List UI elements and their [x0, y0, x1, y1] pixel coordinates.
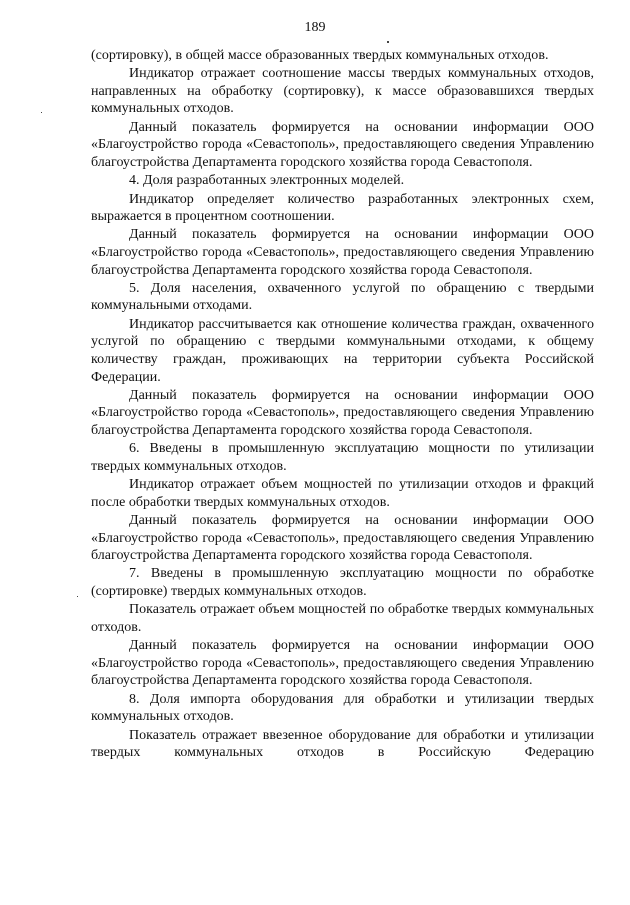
paragraph: 8. Доля импорта оборудования для обработки и утилизации твердых коммунальных отходов. [91, 691, 594, 725]
paragraph: Данный показатель формируется на основании информации ООО «Благоустройство города «Севастополь», предоставляющего сведения Управлению благоустройства Департамента городского хозяйства города Севастополя. [91, 513, 594, 564]
paragraph: Индикатор отражает соотношение массы твердых коммунальных отходов, направленных на обработку (сортировку), к массе образовавшихся твердых коммунальных отходов. [91, 66, 594, 117]
paragraph: Данный показатель формируется на основании информации ООО «Благоустройство города «Севастополь», предоставляющего сведения Управлению благоустройства Департамента городского хозяйства города Севастополя. [91, 638, 594, 689]
scan-speck [387, 41, 389, 43]
paragraph: Индикатор отражает объем мощностей по утилизации отходов и фракций после обработки твердых коммунальных отходов. [91, 477, 594, 510]
paragraph: Данный показатель формируется на основании информации ООО «Благоустройство города «Севастополь», предоставляющего сведения Управлению благоустройства Департамента городского хозяйства города Севастополя. [91, 227, 594, 278]
page-number: 189 [304, 20, 326, 35]
paragraph: Показатель отражает ввезенное оборудование для обработки и утилизации твердых коммунальных отходов в Российскую Федерацию [91, 727, 594, 761]
paragraph: Данный показатель формируется на основании информации ООО «Благоустройство города «Севастополь», предоставляющего сведения Управлению благоустройства Департамента городского хозяйства города Севастополя. [91, 119, 594, 170]
paragraph: Индикатор определяет количество разработанных электронных схем, выражается в процентном соотношении. [91, 191, 594, 225]
paragraph: 6. Введены в промышленную эксплуатацию мощности по утилизации твердых коммунальных отходов. [91, 441, 594, 474]
paragraph: Показатель отражает объем мощностей по обработке твердых коммунальных отходов. [91, 602, 594, 635]
paragraph: Данный показатель формируется на основании информации ООО «Благоустройство города «Севастополь», предоставляющего сведения Управлению благоустройства Департамента городского хозяйства города Севастополя. [91, 387, 594, 438]
paragraph: 5. Доля населения, охваченного услугой по обращению с твердыми коммунальными отходами. [91, 280, 594, 314]
paragraph: (сортировку), в общей массе образованных твердых коммунальных отходов. [91, 48, 549, 63]
document-body [91, 47, 594, 762]
scan-speck [41, 112, 42, 113]
paragraph: 7. Введены в промышленную эксплуатацию мощности по обработке (сортировке) твердых коммунальных отходов. [91, 566, 594, 600]
paragraph: Индикатор рассчитывается как отношение количества граждан, охваченного услугой по обращению с твердыми коммунальными отходами, к общему количеству граждан, проживающих на территории субъекта Российской Федерации. [91, 316, 594, 385]
scan-speck [77, 596, 78, 597]
paragraph: 4. Доля разработанных электронных моделей. [129, 173, 405, 189]
